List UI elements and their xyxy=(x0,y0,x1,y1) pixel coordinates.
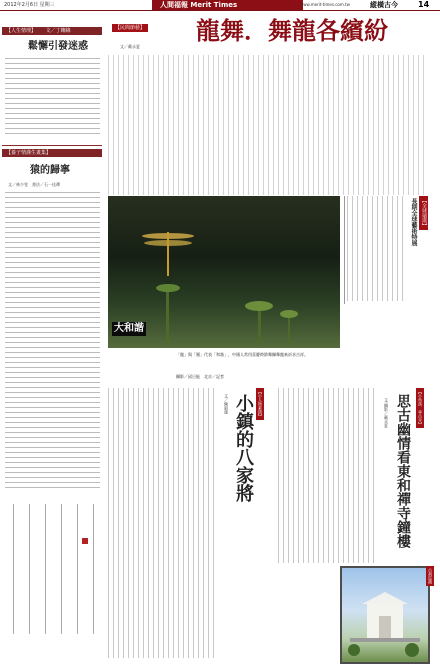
right-story-byline: 文‧攝影／戴永夏 xyxy=(384,398,389,428)
side-box-title: 長期全球藝術特展 xyxy=(410,198,417,246)
photo-caption-label: 大和諧 xyxy=(114,323,144,334)
right-story-title: 思古幽情看東和禪寺鐘樓 xyxy=(395,394,411,548)
box2-title: 猿的歸寧 xyxy=(30,165,70,176)
left-divider xyxy=(2,145,102,146)
section-title: 縱橫古今 xyxy=(370,1,398,9)
box1-title: 鬆懈引發迷惑 xyxy=(28,41,88,52)
left-column xyxy=(2,22,102,660)
box1-body xyxy=(5,58,100,138)
box1-label-text: 【人生情理】 xyxy=(6,28,37,34)
bell-tower-art xyxy=(342,568,428,662)
feature-label: 【民間節藝】 xyxy=(112,24,148,32)
box2-byline: 文／林少雯 書法／石一佳禪 xyxy=(8,182,60,187)
side-box xyxy=(344,196,429,304)
lower-story xyxy=(108,388,276,658)
bottom-right-tag: 古刹巡禮 xyxy=(428,568,433,584)
calligraphy-image xyxy=(5,504,100,634)
feature-byline: 文／戴永夏 xyxy=(120,44,140,49)
lower-story-label: 【小人物素描】 xyxy=(258,390,263,418)
lower-story-title: 小鎮的八家將 xyxy=(233,394,254,502)
right-story xyxy=(278,388,428,566)
bell-tower-photo xyxy=(340,566,430,664)
masthead: 人間福報 Merit Times xyxy=(152,0,303,10)
side-box-label: 【全球瑞瑛】 xyxy=(421,198,427,228)
side-box-body xyxy=(347,196,405,301)
website-url: www.merit-times.com.tw xyxy=(300,2,350,7)
feature-title: 龍舞．舞龍各繽紛 xyxy=(196,17,388,45)
lower-story-byline: 文／陳淑蓮 xyxy=(224,394,229,414)
lower-story-body xyxy=(108,388,218,658)
right-story-body xyxy=(278,388,378,563)
box2-label: 【養子情謹生畫集】 xyxy=(2,149,102,157)
right-story-label: 【小角落．尋古寺】 xyxy=(418,390,423,426)
feature-body xyxy=(108,55,428,195)
box2-body xyxy=(5,192,100,492)
photo-credit: 攝影／邱日能 北京／記者 xyxy=(176,374,224,379)
box1-author: 文／丁緗緣 xyxy=(45,28,71,34)
photo-caption-text: 「龍」與「鳳」代表「和諧」，中國人常用喜慶時節舞獅舞龍來祈求吉祥。 xyxy=(176,352,308,357)
calligraphy-seal xyxy=(82,538,88,544)
box1-label xyxy=(2,27,102,35)
page-number: 14 xyxy=(418,0,430,9)
issue-date: 2012年2月6日 星期三 xyxy=(4,2,55,8)
